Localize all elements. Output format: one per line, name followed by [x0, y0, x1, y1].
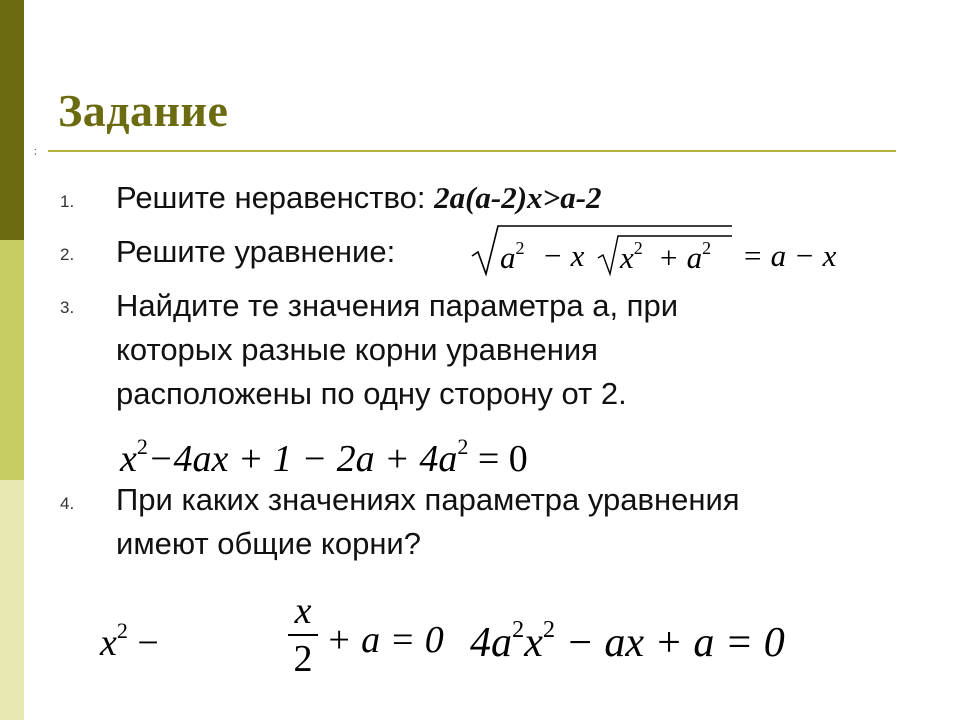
slide-title: Задание: [58, 85, 229, 136]
item-3-number: 3.: [60, 298, 75, 317]
title-divider: [48, 150, 896, 152]
eq4a-fraction: [288, 590, 318, 680]
item-3-line-3: расположены по одну сторону от 2.: [116, 376, 627, 411]
item-3-line-1: Найдите те значения параметра а, при: [116, 288, 679, 323]
fraction-numerator: x: [294, 590, 312, 632]
item-1: [116, 176, 602, 220]
eq2-minus-x: − x: [542, 238, 585, 273]
item-1-formula: 2a(a-2)x>a-2: [434, 180, 602, 215]
item-4-line-2: имеют общие корни?: [116, 526, 421, 561]
item-4-line-1: При каких значениях параметра уравнения: [116, 482, 740, 517]
eq4a-rhs: + a = 0: [326, 619, 444, 661]
eq2-a: $a^2$: [500, 238, 525, 276]
equation-3: $x^2-4ax + 1 - 2a + 4a^2 = 0$: [120, 434, 528, 481]
fraction-bar: [288, 634, 318, 636]
eq2-rhs: = a − x: [742, 238, 837, 273]
equation-2: [470, 222, 870, 278]
eq2-plus-a: + $a^2$: [658, 238, 712, 276]
sidebar-stripe: [0, 0, 24, 720]
eq2-x: $x^2$: [620, 238, 643, 276]
item-2-text: Решите уравнение:: [116, 234, 396, 269]
item-1-text: Решите неравенство:: [116, 180, 426, 215]
equation-4b: $4a^2x^2$ − ax + a = 0: [470, 616, 785, 666]
sidebar-segment-mid: [0, 240, 24, 480]
eq4a-lhs: $x^2$ −: [100, 618, 159, 665]
item-1-number: 1.: [60, 192, 75, 211]
semicolon-mark: ;: [34, 146, 37, 156]
fraction-denominator: 2: [293, 638, 313, 680]
item-3-line-2: которых разные корни уравнения: [116, 332, 598, 367]
item-4-number: 4.: [60, 494, 75, 513]
equation-4a: [100, 590, 444, 700]
item-2-number: 2.: [60, 245, 75, 264]
sidebar-segment-light: [0, 480, 24, 720]
sidebar-segment-dark: [0, 0, 24, 240]
